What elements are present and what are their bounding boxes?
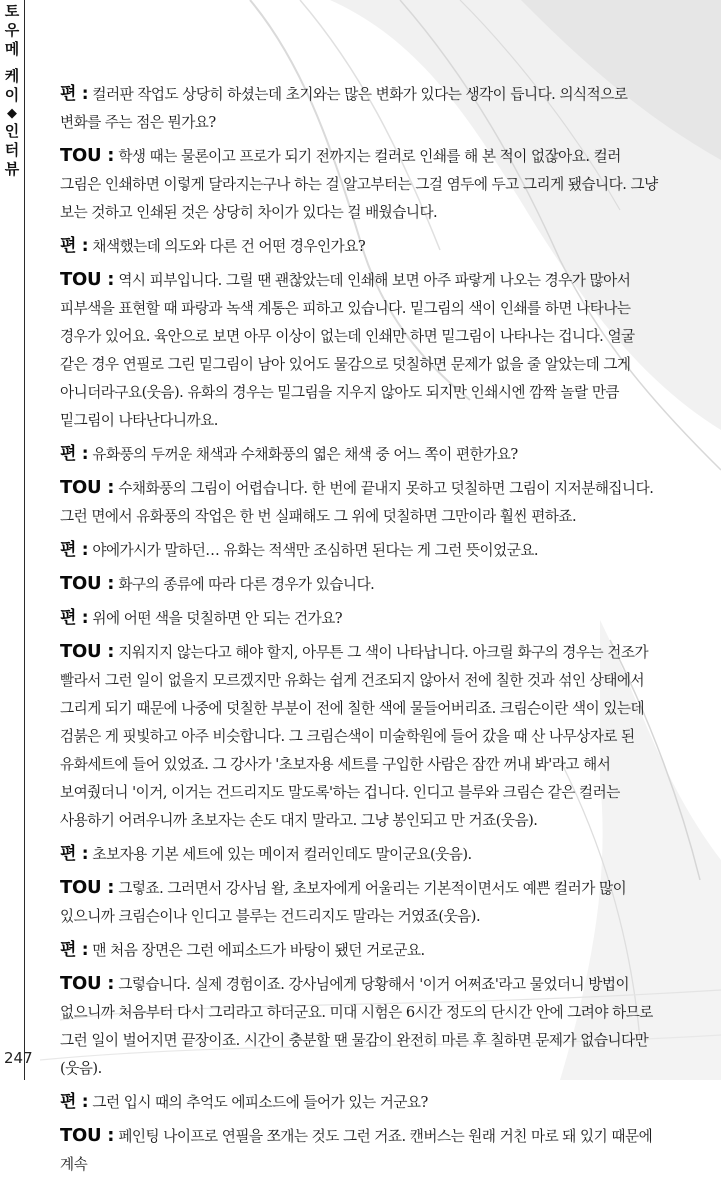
speaker-label: 편 : (60, 1092, 89, 1112)
entry-text: 지워지지 않는다고 해야 할지, 아무튼 그 색이 나타납니다. 아크릴 화구의 경우는 건조가 빨라서 그런 일이 없을지 모르겠지만 유화는 쉽게 건조되지 않아서 전에 칠한 것과 섞인 상태에서 그리게 되기 때문에 나중에 덧칠한 부분이 전에 칠한 색에 물들어버리죠. 크림슨이란 색이 있는데 검붉은 게 핏빛하고 아주 비슷합니다. 그 크림슨색이 미술학원에 들어 갔을 때 산 나무상자로 된 유화세트에 들어 있었죠. 그 강사가 '초보자용 세트를 구입한 사람은 잠깐 꺼내 봐'라고 해서 보여줬더니 '이거, 이거는 건드리지도 말도록'하는 겁니다. 인디고 블루와 크림슨 같은 컬러는 사용하기 어려우니까 초보자는 손도 대지 말라고. 그냥 봉인되고 만 거죠(웃음). (60, 644, 649, 829)
entry-text: 위에 어떤 색을 덧칠하면 안 되는 건가요? (92, 610, 343, 627)
speaker-label: 편 : (60, 236, 89, 256)
qa-entry (60, 536, 665, 565)
speaker-label: 편 : (60, 540, 89, 560)
speaker-label: 편 : (60, 940, 89, 960)
speaker-label: 편 : (60, 84, 89, 104)
entry-text: 야에가시가 말하던… 유화는 적색만 조심하면 된다는 게 그런 뜻이었군요. (92, 542, 539, 559)
entry-text: 그렇죠. 그러면서 강사님 왈, 초보자에게 어울리는 기본적이면서도 예쁜 컬러가 많이 있으니까 크림슨이나 인디고 블루는 건드리지도 말라는 거였죠(웃음). (60, 880, 627, 925)
qa-entry (60, 266, 665, 435)
entry-text: 유화풍의 두꺼운 채색과 수채화풍의 엷은 채색 중 어느 쪽이 편한가요? (92, 446, 518, 463)
speaker-label: 편 : (60, 608, 89, 628)
entry-text: 수채화풍의 그림이 어렵습니다. 한 번에 끝내지 못하고 덧칠하면 그림이 지저분해집니다. 그런 면에서 유화풍의 작업은 한 번 실패해도 그 위에 덧칠하면 그만이라 훨씬 편하죠. (60, 480, 654, 525)
qa-entry (60, 1122, 665, 1179)
header-char: 터 (4, 141, 20, 159)
entry-text: 역시 피부입니다. 그릴 땐 괜찮았는데 인쇄해 보면 아주 파랗게 나오는 경우가 많아서 피부색을 표현할 때 파랑과 녹색 계통은 피하고 있습니다. 밑그림의 색이 인쇄를 하면 나타나는 경우가 있어요. 육안으로 보면 아무 이상이 없는데 인쇄만 하면 밑그림이 나타나는 겁니다. 얼굴 같은 경우 연필로 그린 밑그림이 남아 있어도 물감으로 덧칠하면 문제가 없을 줄 알았는데 그게 아니더라구요(웃음). 유화의 경우는 밑그림을 지우지 않아도 되지만 인쇄시엔 깜짝 놀랄 만큼 밑그림이 나타난다니까요. (60, 272, 635, 429)
entry-text: 학생 때는 물론이고 프로가 되기 전까지는 컬러로 인쇄를 해 본 적이 없잖아요. 컬러 그림은 인쇄하면 이렇게 달라지는구나 하는 걸 알고부터는 그걸 염두에 두고 그리게 됐습니다. 그냥 보는 것하고 인쇄된 것은 상당히 차이가 있다는 걸 배웠습니다. (60, 148, 658, 221)
qa-entry (60, 936, 665, 965)
entry-text: 컬러판 작업도 상당히 하셨는데 초기와는 많은 변화가 있다는 생각이 듭니다. 의식적으로 변화를 주는 점은 뭔가요? (60, 86, 628, 131)
qa-entry (60, 874, 665, 931)
speaker-label: TOU : (60, 973, 115, 994)
speaker-label: TOU : (60, 477, 115, 498)
running-header (2, 2, 22, 179)
speaker-label: TOU : (60, 145, 115, 166)
qa-entry (60, 1088, 665, 1117)
entry-text: 페인팅 나이프로 연필을 쪼개는 것도 그런 거죠. 캔버스는 원래 거친 마로 돼 있기 때문에 계속 (60, 1128, 653, 1173)
header-char: 우 (4, 21, 20, 39)
qa-entry (60, 970, 665, 1083)
speaker-label: TOU : (60, 641, 115, 662)
qa-entry (60, 232, 665, 261)
header-char: 토 (4, 2, 20, 20)
qa-entry (60, 474, 665, 531)
qa-entry (60, 440, 665, 469)
margin-rule (24, 0, 25, 1080)
speaker-label: 편 : (60, 444, 89, 464)
header-char: 인 (4, 122, 20, 140)
header-char: 뷰 (4, 160, 20, 178)
speaker-label: TOU : (60, 877, 115, 898)
qa-entry (60, 840, 665, 869)
qa-entry (60, 604, 665, 633)
speaker-label: 편 : (60, 844, 89, 864)
header-char: 메 (4, 40, 20, 58)
speaker-label: TOU : (60, 573, 115, 594)
entry-text: 맨 처음 장면은 그런 에피소드가 바탕이 됐던 거로군요. (92, 942, 425, 959)
entry-text: 화구의 종류에 따라 다른 경우가 있습니다. (118, 576, 375, 593)
entry-text: 그런 입시 때의 추억도 에피소드에 들어가 있는 거군요? (92, 1094, 428, 1111)
diamond-icon: ◆ (7, 106, 17, 121)
qa-entry (60, 638, 665, 835)
header-char: 케 (4, 67, 20, 85)
interview-body (60, 80, 665, 1184)
entry-text: 그렇습니다. 실제 경험이죠. 강사님에게 당황해서 '이거 어쩌죠'라고 물었더니 방법이 없으니까 처음부터 다시 그리라고 하더군요. 미대 시험은 6시간 정도의 단시간 안에 그려야 하므로 그런 일이 벌어지면 끝장이죠. 시간이 충분할 땐 물감이 완전히 마른 후 칠하면 문제가 없습니다만(웃음). (60, 976, 653, 1077)
speaker-label: TOU : (60, 269, 115, 290)
speaker-label: TOU : (60, 1125, 115, 1146)
entry-text: 채색했는데 의도와 다른 건 어떤 경우인가요? (92, 238, 366, 255)
qa-entry (60, 570, 665, 599)
qa-entry (60, 80, 665, 137)
header-char: 이 (4, 86, 20, 104)
entry-text: 초보자용 기본 세트에 있는 메이저 컬러인데도 말이군요(웃음). (92, 846, 472, 863)
page-number: 247 (4, 1049, 33, 1067)
qa-entry (60, 142, 665, 227)
